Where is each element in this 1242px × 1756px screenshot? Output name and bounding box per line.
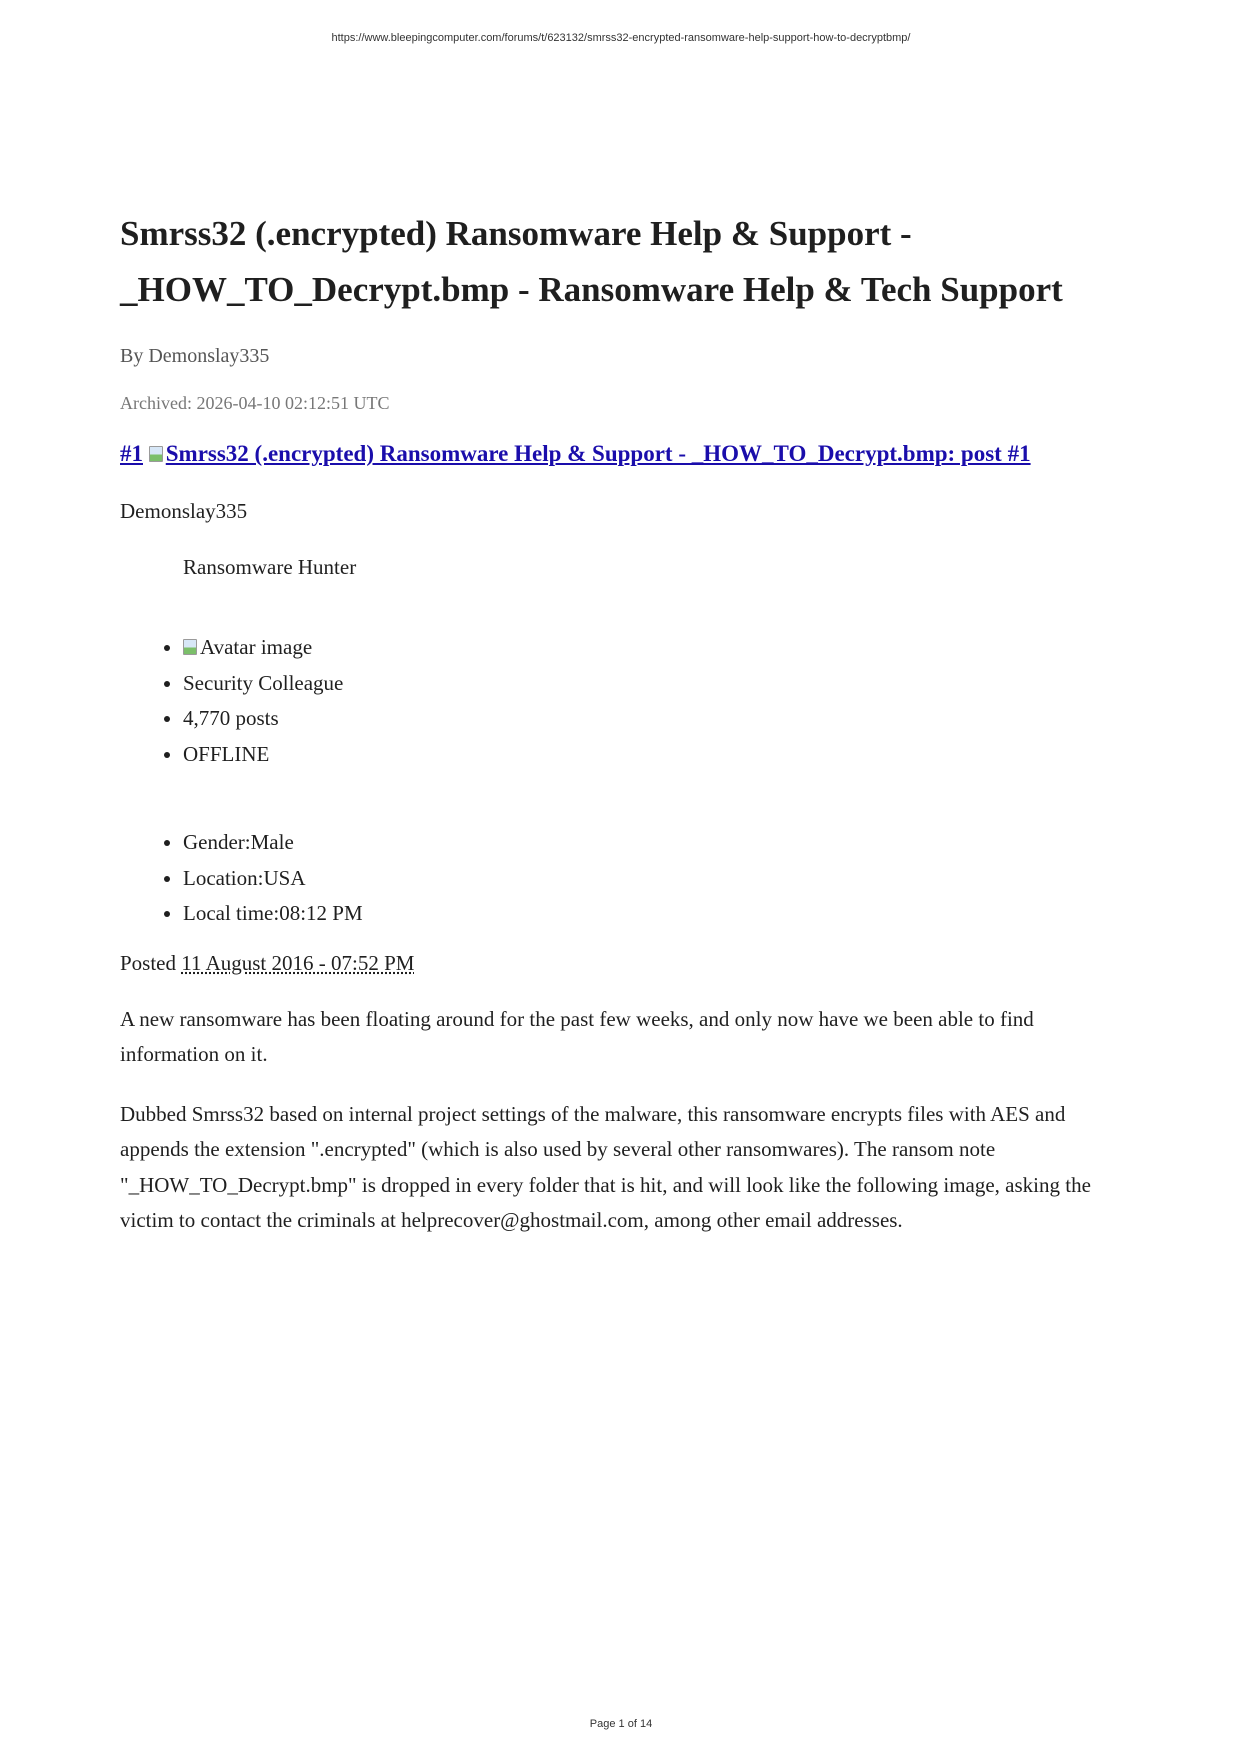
- author-byline: By Demonslay335: [120, 345, 270, 367]
- list-item-location: • Location:USA: [183, 861, 1130, 897]
- post-title-link[interactable]: [149, 441, 1031, 466]
- author-details-list: [120, 825, 1130, 932]
- posted-label: Posted: [120, 950, 177, 975]
- page-title: [120, 206, 1130, 318]
- list-item-avatar: [183, 630, 1130, 666]
- post-author-name: Demonslay335: [120, 499, 248, 523]
- list-item-member-group: • Security Colleague: [183, 666, 1130, 702]
- page-title-line-2: _HOW_TO_Decrypt.bmp - Ransomware Help & Tech Support: [120, 270, 1063, 309]
- post-number-link[interactable]: #1: [120, 441, 143, 466]
- post-paragraph-2: Dubbed Smrss32 based on internal project settings of the malware, this ransomware encrypts files with AES and appends the extension ".encrypted" (which is also used by several other ransomwares). The ransom note "_HOW_TO_Decrypt.bmp" is dropped in every folder that is hit, and will look like the following image, asking the victim to contact the criminals at helprecover@ghostmail.com, among other email addresses.: [120, 1101, 1091, 1232]
- post-paragraph-1: A new ransomware has been floating around for the past few weeks, and only now have we been able to find information on it.: [120, 1006, 1034, 1066]
- archived-timestamp: Archived: 2026-04-10 02:12:51 UTC: [120, 393, 390, 413]
- list-item-gender: • Gender:Male: [183, 825, 1130, 861]
- page-title-line-1: Smrss32 (.encrypted) Ransomware Help & Support -: [120, 214, 912, 253]
- member-title: Ransomware Hunter: [183, 555, 357, 579]
- article-content: [120, 206, 1130, 1239]
- posted-date: 11 August 2016 - 07:52 PM: [181, 950, 415, 975]
- page-number-footer: Page 1 of 14: [589, 1718, 653, 1730]
- avatar-alt-text: Avatar image: [200, 635, 313, 659]
- list-item-online-status: • OFFLINE: [183, 737, 1130, 773]
- print-url-header: https://www.bleepingcomputer.com/forums/t/623132/smrss32-encrypted-ransomware-help-support-how-to-decryptbmp/: [331, 32, 911, 44]
- posted-line: [120, 948, 1130, 978]
- post-heading: [120, 438, 1130, 470]
- broken-image-icon: [183, 639, 197, 655]
- author-profile-list: [120, 630, 1130, 772]
- broken-image-icon: [149, 446, 163, 462]
- list-item-local-time: • Local time:08:12 PM: [183, 896, 1130, 932]
- list-item-post-count: • 4,770 posts: [183, 701, 1130, 737]
- post-title-link-text: Smrss32 (.encrypted) Ransomware Help & Support - _HOW_TO_Decrypt.bmp: post #1: [165, 441, 1031, 466]
